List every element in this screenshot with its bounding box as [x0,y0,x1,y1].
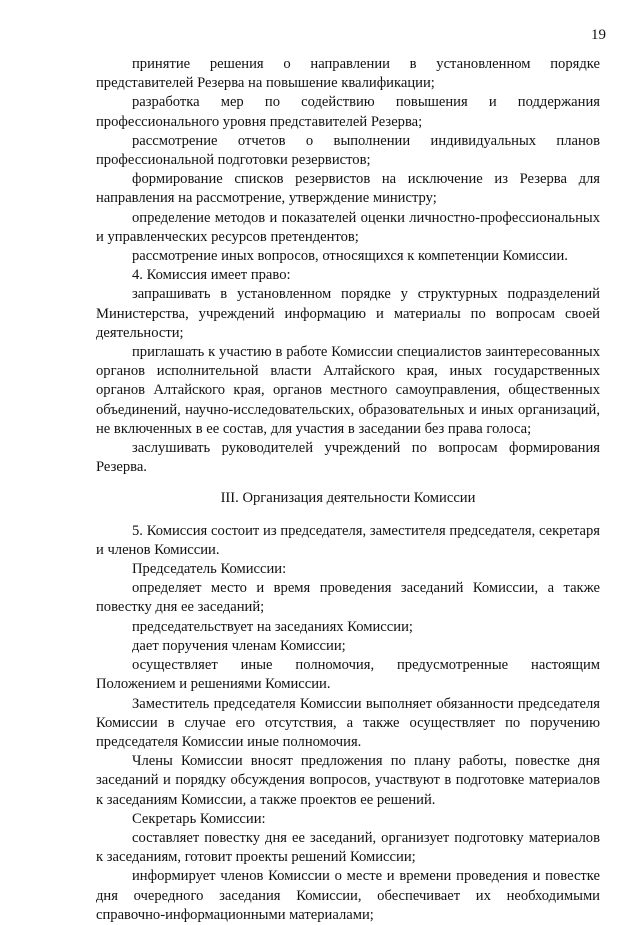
paragraph: осуществляет иные полномочия, предусмотренные настоящим Положением и решениями Комиссии. [96,657,600,693]
paragraph: Секретарь Комиссии: [132,810,266,827]
paragraph: председательствует на заседаниях Комиссии; [132,618,413,635]
paragraph: информирует членов Комиссии о месте и времени проведения и повестке дня очередного заседания Комиссии, обеспечивает их необходимыми справочно-информационными материалами; [96,868,600,923]
paragraph: дает поручения членам Комиссии; [132,637,346,654]
paragraph: Председатель Комиссии: [132,561,287,578]
paragraph: Члены Комиссии вносят предложения по плану работы, повестке дня заседаний и порядку обсуждения вопросов, участвуют в подготовке материалов к заседаниям Комиссии, а также проектов ее решений. [96,753,600,808]
paragraph: составляет повестку дня ее заседаний, организует подготовку материалов к заседаниям, готовит проекты решений Комиссии; [96,829,600,866]
paragraph: приглашать к участию в работе Комиссии специалистов заинтересованных органов исполнительной власти Алтайского края, иных государственных органов Алтайского края, органов местного самоуправления, общественных объединений, научно-исследовательских, образовательных и иных организаций, не включенных в ее состав, для участия в заседании без права голоса; [96,344,600,437]
paragraph: определение методов и показателей оценки личностно-профессиональных и управленческих ресурсов претендентов; [96,209,600,245]
paragraph: 5. Комиссия состоит из председателя, заместителя председателя, секретаря и членов Комиссии. [96,522,600,558]
paragraph: принятие решения о направлении в установленном порядке представителей Резерва на повышение квалификации; [96,56,600,92]
paragraph: формирование списков резервистов на исключение из Резерва для направления на рассмотрение, утверждение министру; [96,171,600,207]
clause-heading: 4. Комиссия имеет право: [132,267,291,284]
paragraph: запрашивать в установленном порядке у структурных подразделений Министерства, учреждений информацию и материалы по вопросам своей деятельности; [96,286,600,341]
paragraph: рассмотрение отчетов о выполнении индивидуальных планов профессиональной подготовки резервистов; [96,132,600,169]
paragraph: заслушивать руководителей учреждений по вопросам формирования Резерва. [96,440,600,476]
paragraph: Заместитель председателя Комиссии выполняет обязанности председателя Комиссии в случае его отсутствия, а также осуществляет по поручению председателя Комиссии иные полномочия. [96,695,600,750]
section-heading: III. Организация деятельности Комиссии [220,490,476,507]
paragraph: рассмотрение иных вопросов, относящихся к компетенции Комиссии. [132,248,568,265]
page-number: 19 [591,27,606,43]
paragraph: разработка мер по содействию повышения и поддержания профессионального уровня представителей Резерва; [96,94,600,130]
document-body [96,55,600,925]
paragraph: определяет место и время проведения заседаний Комиссии, а также повестку дня ее заседаний; [96,580,600,616]
